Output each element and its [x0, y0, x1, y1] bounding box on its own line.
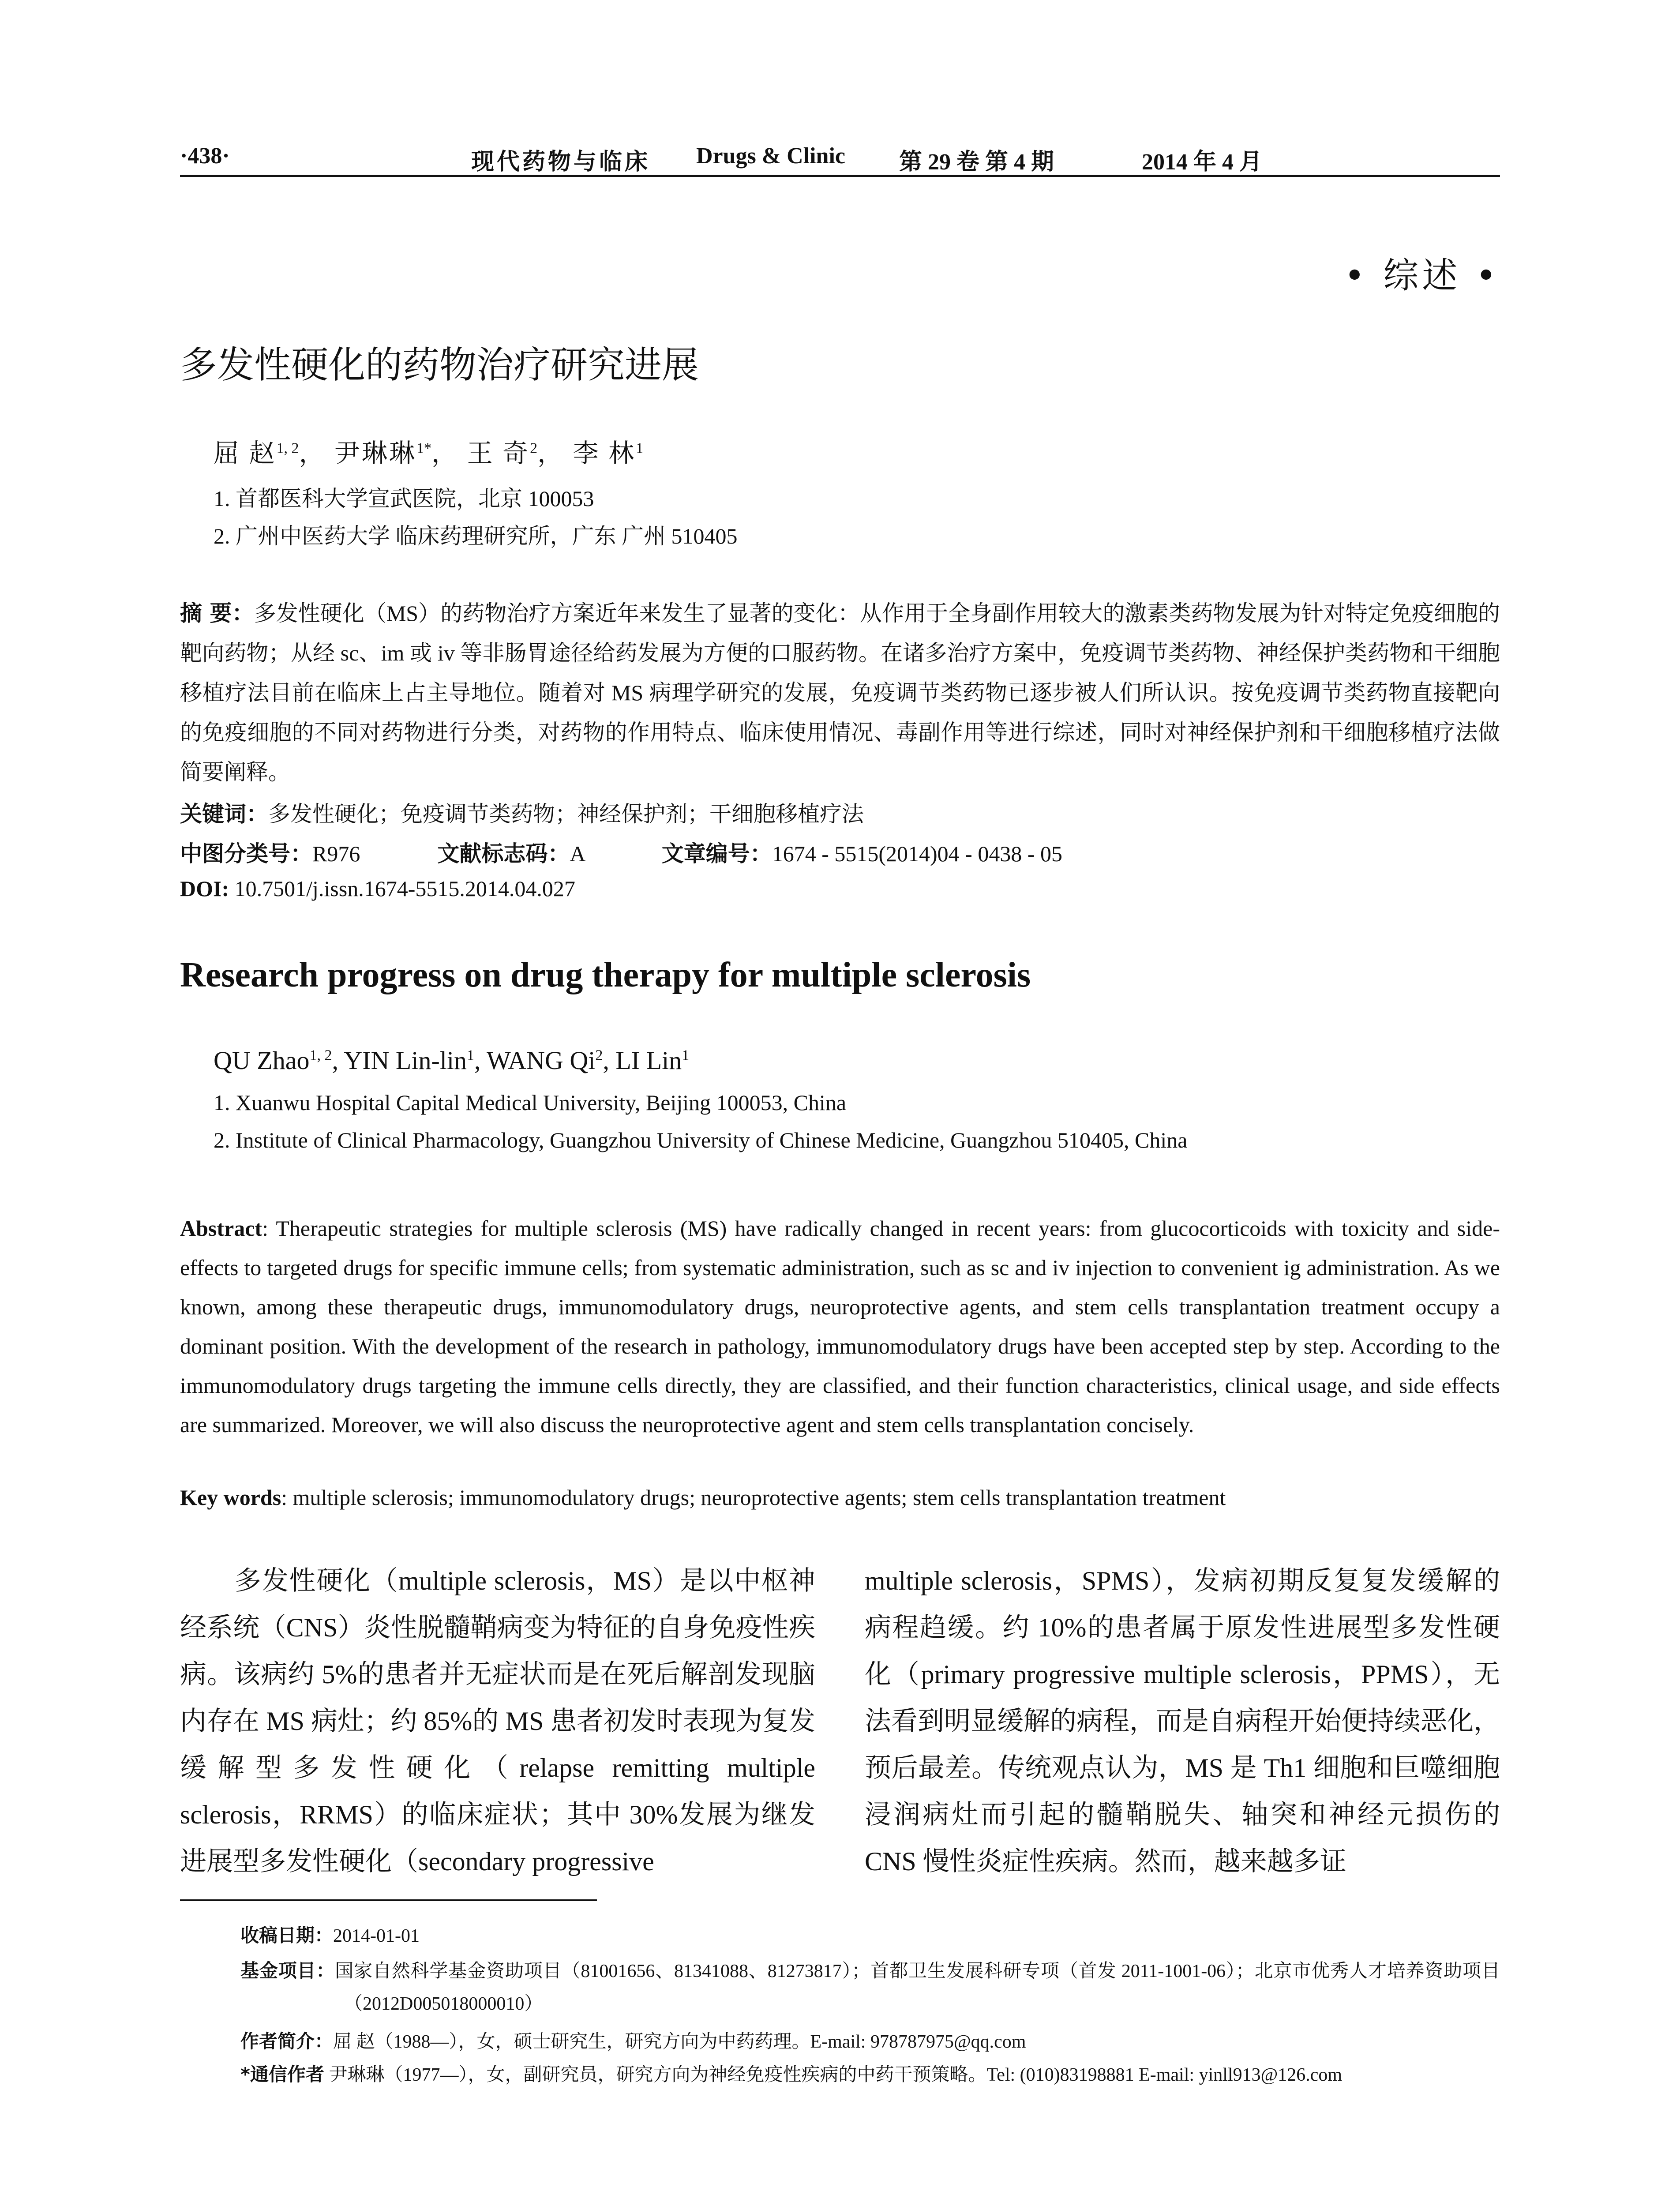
- title-cn: 多发性硬化的药物治疗研究进展: [180, 343, 699, 386]
- author-name: 李 林: [573, 439, 636, 468]
- affiliation-cn: 2. 广州中医药大学 临床药理研究所，广东 广州 510405: [214, 524, 738, 548]
- footnote-text: 国家自然科学基金资助项目（81001656、81341088、81273817）；首都卫生发展科研专项（首发 2011-1001-06）；北京市优秀人才培养资助项目（2012D005018000010）: [335, 1961, 1500, 2014]
- clc-label: 中图分类号：: [180, 841, 312, 867]
- clc-value: R976: [312, 841, 360, 866]
- abstract-cn-text: 多发性硬化（MS）的药物治疗方案近年来发生了显著的变化：从作用于全身副作用较大的激素类药物发展为针对特定免疫细胞的靶向药物；从经 sc、im 或 iv 等非肠胃途径给药发展为方便的口服药物。在诸多治疗方案中，免疫调节类药物、神经保护类药物和干细胞移植疗法目前在临床上占主导地位。随着对 MS 病理学研究的发展，免疫调节类药物已逐步被人们所认识。按免疫调节类药物直接靶向的免疫细胞的不同对药物进行分类，对药物的作用特点、临床使用情况、毒副作用等进行综述，同时对神经保护剂和干细胞移植疗法做简要阐释。: [180, 601, 1500, 784]
- author-name: WANG Qi: [486, 1046, 596, 1075]
- body-column-left: 多发性硬化（multiple sclerosis，MS）是以中枢神经系统（CNS）炎性脱髓鞘病变为特征的自身免疫性疾病。该病约 5%的患者并无症状而是在死后解剖发现脑内存在 MS 病灶；约 85%的 MS 患者初发时表现为复发缓解型多发性硬化（relapse remitting multiple sclerosis，RRMS）的临床症状；其中 30%发展为继发进展型多发性硬化（secondary progressive: [180, 1566, 815, 1876]
- article-number-label: 文章编号：: [661, 841, 772, 867]
- footnote-corresponding-author: [240, 2058, 1500, 2091]
- title-en: Research progress on drug therapy for multiple sclerosis: [180, 956, 1031, 994]
- volume-issue: 第 29 卷 第 4 期: [899, 150, 1054, 175]
- author-name: 王 奇: [467, 439, 530, 468]
- author-name: LI Lin: [615, 1046, 682, 1075]
- author-affiliation-mark: 2: [530, 440, 538, 457]
- keywords-cn: [180, 796, 864, 828]
- abstract-cn: [180, 593, 1500, 792]
- author-affiliation-mark: 1*: [416, 440, 432, 457]
- footnote-label: 基金项目：: [240, 1960, 335, 1981]
- keywords-cn-text: 多发性硬化；免疫调节类药物；神经保护剂；干细胞移植疗法: [268, 802, 864, 826]
- journal-name-en: Drugs & Clinic: [696, 143, 845, 169]
- authors-en: QU Zhao$^{1, 2}$, YIN Lin-lin$^1$, WANG Qi$^2$, LI Lin$^1$: [214, 1046, 690, 1075]
- body-column-right: multiple sclerosis，SPMS），发病初期反复复发缓解的病程趋缓。约 10%的患者属于原发性进展型多发性硬化（primary progressive multiple sclerosis，PPMS），无法看到明显缓解的病程，而是自病程开始便持续恶化，预后最差。传统观点认为，MS 是 Th1 细胞和巨噬细胞浸润病灶而引起的髓鞘脱失、轴突和神经元损伤的 CNS 慢性炎症性疾病。然而，越来越多证: [865, 1566, 1500, 1876]
- doi-line: [180, 876, 575, 901]
- doi-label: DOI:: [180, 876, 229, 901]
- author-affiliation-mark: 1: [636, 440, 644, 457]
- running-header: [180, 140, 1500, 177]
- author-affiliation-mark: 1: [466, 1047, 474, 1064]
- page-number: ·438·: [180, 143, 230, 169]
- doc-code-label: 文献标志码：: [437, 841, 570, 867]
- keywords-en-label: Key words: [180, 1485, 281, 1510]
- abstract-en-text: : Therapeutic strategies for multiple sclerosis (MS) have radically changed in recent years: from glucocorticoids with toxicity and side-effects to targeted drugs for specific immune cells; from systematic administration, such as sc and iv injection to convenient ig administration. As we known, among these therapeutic drugs, immunomodulatory drugs, neuroprotective agents, and stem cells transplantation treatment occupy a dominant position. With the development of the research in pathology, immunomodulatory drugs have been accepted step by step. According to the immunomodulatory drugs targeting the immune cells directly, they are classified, and their function characteristics, clinical usage, and side effects are summarized. Moreover, we will also discuss the neuroprotective agent and stem cells transplantation concisely.: [180, 1216, 1500, 1437]
- footnote-author-bio: [240, 2025, 1500, 2058]
- author-name: QU Zhao: [214, 1046, 310, 1075]
- abstract-en: [180, 1209, 1500, 1444]
- affiliation-cn: 1. 首都医科大学宣武医院，北京 100053: [214, 486, 594, 511]
- abstract-en-label: Abstract: [180, 1216, 262, 1241]
- abstract-cn-label: 摘 要：: [180, 600, 254, 626]
- footnote-label: *通信作者: [240, 2063, 324, 2085]
- keywords-en: [180, 1485, 1500, 1510]
- article-number-value: 1674 - 5515(2014)04 - 0438 - 05: [772, 841, 1062, 866]
- section-tag: • 综述 •: [1344, 255, 1500, 296]
- authors-cn: 屈 赵$^{1, 2}$， 尹琳琳$^{1*}$， 王 奇$^2$， 李 林$^1$: [214, 439, 644, 468]
- footnote-text: 尹琳琳（1977—），女，副研究员，研究方向为神经免疫性疾病的中药干预策略。Tel: (010)83198881 E-mail: yinll913@126.com: [329, 2065, 1342, 2085]
- footnote-text: 2014-01-01: [333, 1926, 420, 1946]
- footnote-label: 收稿日期：: [240, 1925, 334, 1946]
- journal-name-cn: 现代药物与临床: [471, 150, 651, 175]
- footnote-funding: [240, 1955, 1500, 2020]
- doc-code-value: A: [570, 841, 585, 866]
- issue-date: 2014 年 4 月: [1142, 150, 1263, 175]
- keywords-cn-label: 关键词：: [180, 801, 268, 827]
- author-affiliation-mark: 1, 2: [276, 440, 299, 457]
- author-name: 尹琳琳: [334, 439, 417, 468]
- footnote-label: 作者简介：: [240, 2030, 334, 2052]
- footnote-received: [240, 1919, 1500, 1952]
- affiliation-en: 1. Xuanwu Hospital Capital Medical University, Beijing 100053, China: [214, 1090, 847, 1115]
- doi-link[interactable]: 10.7501/j.issn.1674-5515.2014.04.027: [234, 876, 575, 901]
- affiliation-en: 2. Institute of Clinical Pharmacology, Guangzhou University of Chinese Medicine, Guangzhou 510405, China: [214, 1128, 1188, 1152]
- author-name: 屈 赵: [214, 439, 277, 468]
- author-affiliation-mark: 1: [682, 1047, 690, 1064]
- footnote-divider: [180, 1899, 597, 1901]
- author-affiliation-mark: 2: [595, 1047, 603, 1064]
- footnote-text: 屈 赵（1988—），女，硕士研究生，研究方向为中药药理。E-mail: 978787975@qq.com: [333, 2032, 1026, 2052]
- keywords-en-text: : multiple sclerosis; immunomodulatory drugs; neuroprotective agents; stem cells transplantation treatment: [281, 1485, 1226, 1510]
- author-name: YIN Lin-lin: [344, 1046, 467, 1075]
- classification-line: [180, 836, 1062, 868]
- author-affiliation-mark: 1, 2: [309, 1047, 332, 1064]
